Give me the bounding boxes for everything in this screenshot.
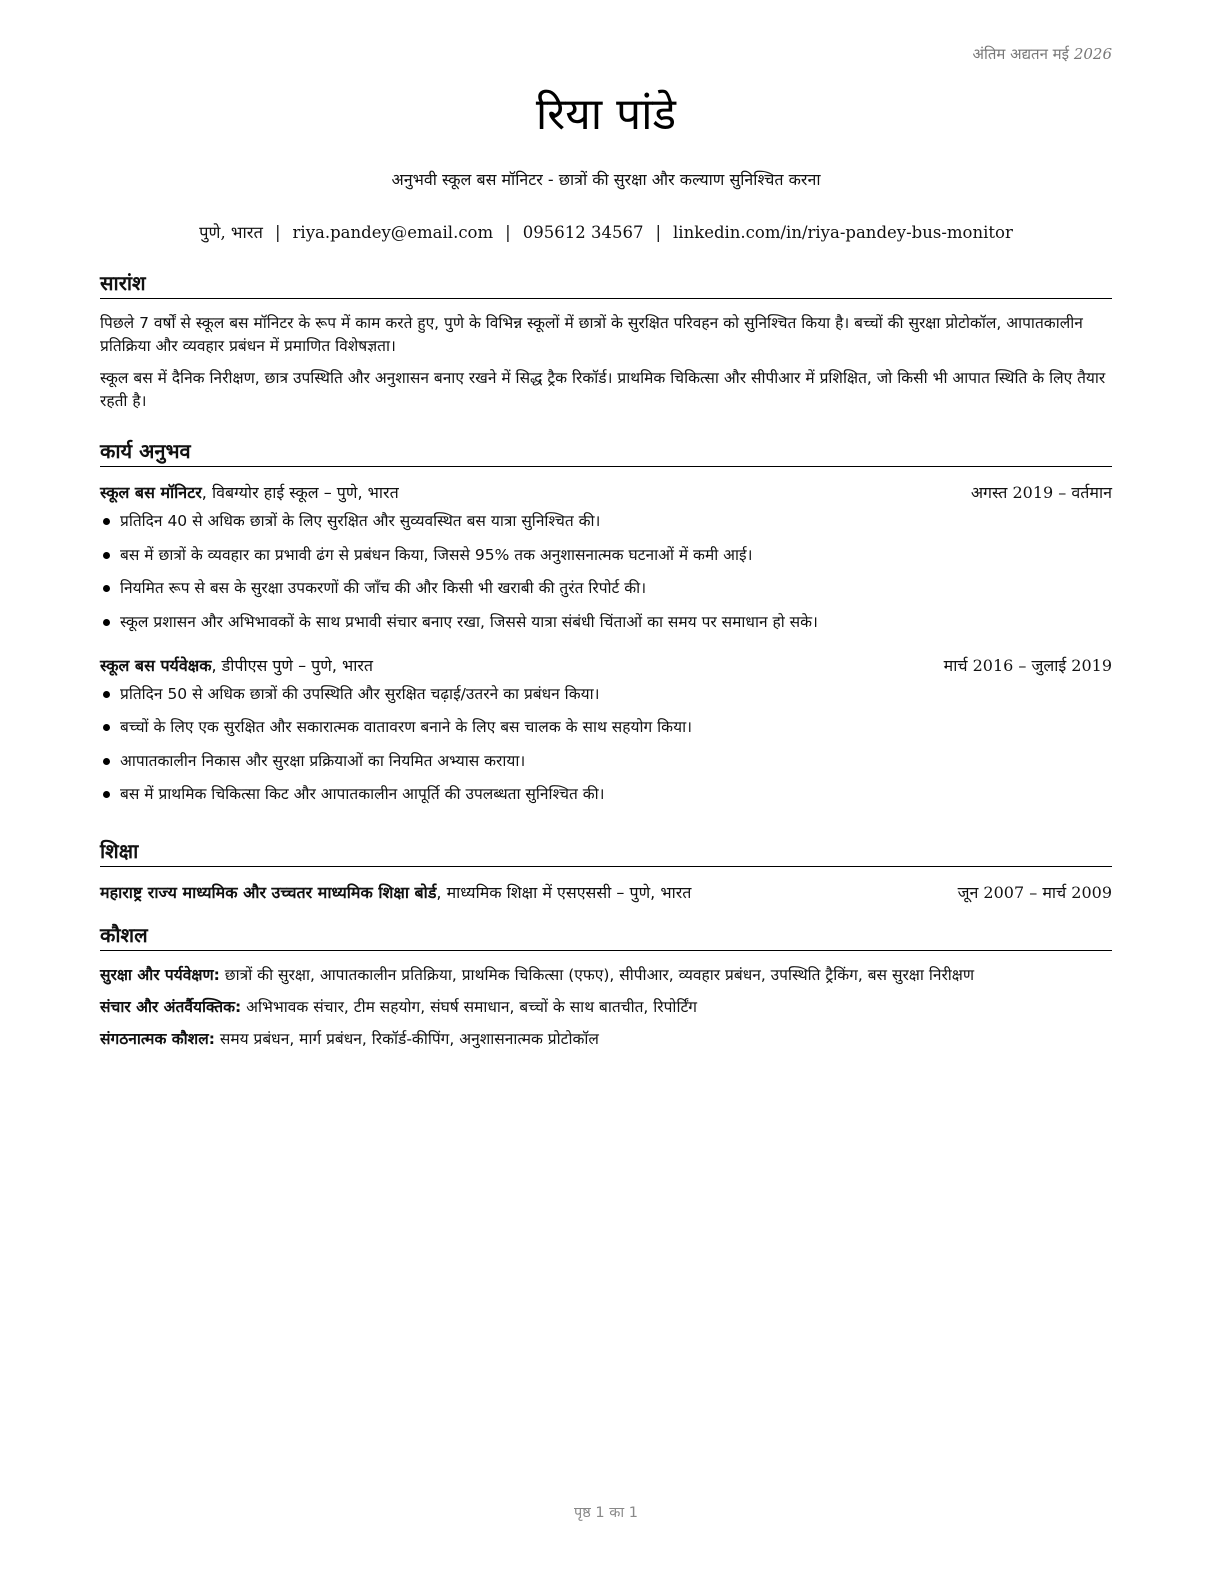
job-entry xyxy=(100,481,1112,634)
skill-group-label: सुरक्षा और पर्यवेक्षण: xyxy=(100,966,220,984)
skill-group-items: समय प्रबंधन, मार्ग प्रबंधन, रिकॉर्ड-कीपिंग, अनुशासनात्मक प्रोटोकॉल xyxy=(214,1030,599,1048)
bullet-text: आपातकालीन निकास और सुरक्षा प्रक्रियाओं का नियमित अभ्यास कराया। xyxy=(120,751,526,770)
bullet-item xyxy=(100,576,1112,600)
bullet-icon xyxy=(103,758,110,765)
bullet-text: बच्चों के लिए एक सुरक्षित और सकारात्मक वातावरण बनाने के लिए बस चालक के साथ सहयोग किया। xyxy=(120,718,692,736)
bullet-icon xyxy=(103,791,110,798)
last-updated-label: अंतिम अद्यतन मई xyxy=(972,45,1070,63)
bullet-text: बस में प्राथमिक चिकित्सा किट और आपातकालीन आपूर्ति की उपलब्धता सुनिश्चित की। xyxy=(120,785,605,803)
job-role: स्कूल बस मॉनिटर xyxy=(100,483,202,502)
skill-group-label: संचार और अंतर्वैयक्तिक: xyxy=(100,998,242,1016)
job-bullets xyxy=(100,509,1112,634)
bullet-text: स्कूल प्रशासन और अभिभावकों के साथ प्रभावी संचार बनाए रखा, जिससे यात्रा संबंधी चिंताओं का समय पर समाधान हो सके। xyxy=(120,612,818,631)
bullet-text: प्रतिदिन 40 से अधिक छात्रों के लिए सुरक्षित और सुव्यवस्थित बस यात्रा सुनिश्चित की। xyxy=(120,512,601,530)
bullet-icon xyxy=(103,518,110,525)
job-bullets xyxy=(100,682,1112,807)
education-institution: महाराष्ट्र राज्य माध्यमिक और उच्चतर माध्यमिक शिक्षा बोर्ड xyxy=(100,883,437,902)
bullet-icon xyxy=(103,724,110,731)
resume-page xyxy=(100,0,1112,1584)
bullet-icon xyxy=(103,619,110,626)
section-title-summary: सारांश xyxy=(100,270,1112,299)
job-dates: मार्च 2016 – जुलाई 2019 xyxy=(943,655,1112,675)
contact-line xyxy=(100,220,1112,243)
skill-group-items: अभिभावक संचार, टीम सहयोग, संघर्ष समाधान, बच्चों के साथ बातचीत, रिपोर्टिंग xyxy=(241,998,697,1016)
contact-phone[interactable]: 095612 34567 xyxy=(522,223,644,242)
bullet-text: नियमित रूप से बस के सुरक्षा उपकरणों की जाँच की और किसी भी खराबी की तुरंत रिपोर्ट की। xyxy=(120,579,647,597)
job-organization: , डीपीएस पुणे – पुणे, भारत xyxy=(211,655,374,675)
skills-section xyxy=(100,922,1112,1051)
contact-separator: | xyxy=(655,223,662,242)
education-section xyxy=(100,838,1112,905)
candidate-name: रिया पांडे xyxy=(535,89,677,140)
last-updated-year: 2026 xyxy=(1073,45,1112,63)
job-organization: , विबग्योर हाई स्कूल – पुणे, भारत xyxy=(201,483,399,502)
bullet-item xyxy=(100,749,1112,773)
bullet-item xyxy=(100,782,1112,806)
bullet-item xyxy=(100,509,1112,533)
bullet-item xyxy=(100,543,1112,567)
job-role: स्कूल बस पर्यवेक्षक xyxy=(100,655,212,675)
job-title-line xyxy=(100,654,373,678)
education-dates: जून 2007 – मार्च 2009 xyxy=(957,883,1112,902)
summary-section xyxy=(100,270,1112,413)
section-title-skills: कौशल xyxy=(100,922,1112,951)
experience-section xyxy=(100,438,1112,816)
job-header xyxy=(100,654,1112,678)
skill-group-label: संगठनात्मक कौशल: xyxy=(100,1030,215,1048)
bullet-text: बस में छात्रों के व्यवहार का प्रभावी ढंग से प्रबंधन किया, जिससे 95% तक अनुशासनात्मक घटनाओं में कमी आई। xyxy=(120,545,753,564)
skill-group xyxy=(100,964,1112,987)
job-entry xyxy=(100,654,1112,807)
job-dates: अगस्त 2019 – वर्तमान xyxy=(970,483,1112,502)
bullet-item xyxy=(100,610,1112,634)
bullet-item xyxy=(100,715,1112,739)
contact-email[interactable]: riya.pandey@email.com xyxy=(292,223,494,242)
bullet-icon xyxy=(103,552,110,559)
contact-location: पुणे, भारत xyxy=(199,223,263,242)
section-title-experience: कार्य अनुभव xyxy=(100,438,1112,467)
page-number: पृष्ठ 1 का 1 xyxy=(574,1505,638,1521)
last-updated xyxy=(973,44,1113,64)
education-line xyxy=(100,881,691,905)
contact-separator: | xyxy=(274,223,281,242)
headline: अनुभवी स्कूल बस मॉनिटर - छात्रों की सुरक्षा और कल्याण सुनिश्चित करना xyxy=(391,170,821,189)
bullet-item xyxy=(100,682,1112,706)
skill-group xyxy=(100,1028,1112,1051)
bullet-text: प्रतिदिन 50 से अधिक छात्रों की उपस्थिति और सुरक्षित चढ़ाई/उतरने का प्रबंधन किया। xyxy=(120,684,600,703)
contact-separator: | xyxy=(505,223,511,242)
bullet-icon xyxy=(103,691,110,698)
summary-paragraph: स्कूल बस में दैनिक निरीक्षण, छात्र उपस्थिति और अनुशासन बनाए रखने में सिद्ध ट्रैक रिकॉर्ड। प्राथमिक चिकित्सा और सीपीआर में प्रशिक्षित, जो किसी भी आपात स्थिति के लिए तैयार रहती है। xyxy=(100,369,1106,410)
job-header xyxy=(100,481,1112,505)
bullet-icon xyxy=(103,585,110,592)
section-title-education: शिक्षा xyxy=(100,838,1112,867)
contact-linkedin[interactable]: linkedin.com/in/riya-pandey-bus-monitor xyxy=(673,223,1013,242)
summary-paragraph: पिछले 7 वर्षों से स्कूल बस मॉनिटर के रूप में काम करते हुए, पुणे के विभिन्न स्कूलों में छात्रों के सुरक्षित परिवहन को सुनिश्चित किया है। बच्चों की सुरक्षा प्रोटोकॉल, आपातकालीन प्रतिक्रिया और व्यवहार प्रबंधन में प्रमाणित विशेषज्ञता। xyxy=(100,314,1083,355)
skill-group-items: छात्रों की सुरक्षा, आपातकालीन प्रतिक्रिया, प्राथमिक चिकित्सा (एफए), सीपीआर, व्यवहार प्रबंधन, उपस्थिति ट्रैकिंग, बस सुरक्षा निरीक्षण xyxy=(219,966,975,984)
education-detail: , माध्यमिक शिक्षा में एसएससी – पुणे, भारत xyxy=(436,883,692,902)
education-entry xyxy=(100,881,1112,905)
skill-group xyxy=(100,996,1112,1019)
job-title-line xyxy=(100,481,399,505)
